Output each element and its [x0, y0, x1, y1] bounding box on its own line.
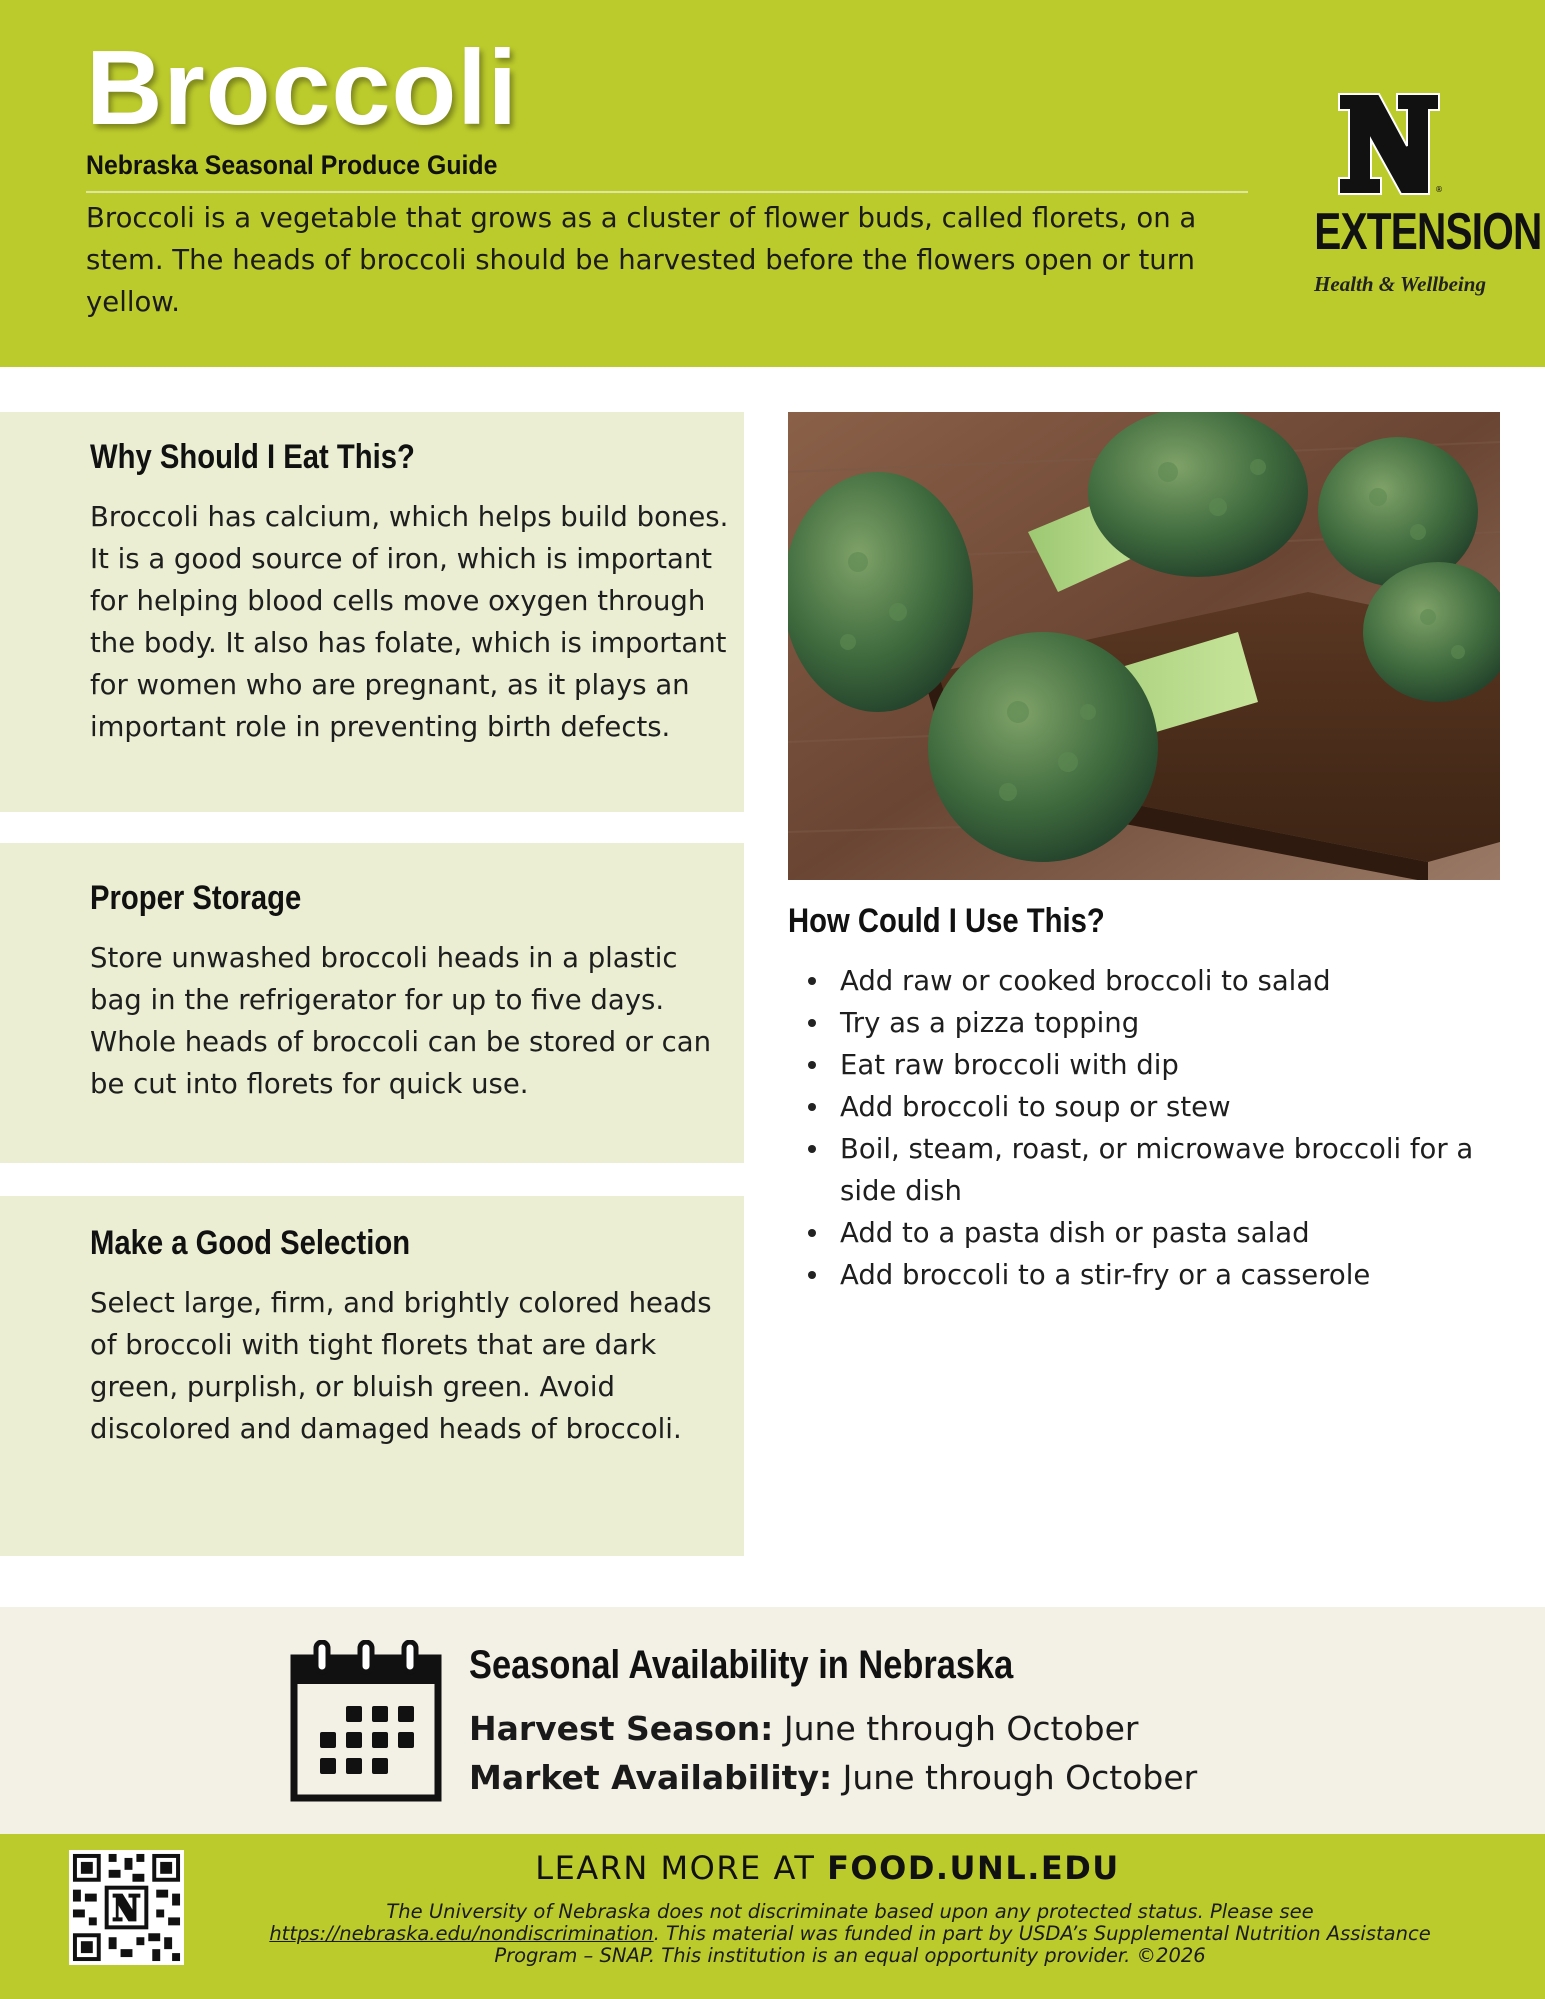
broccoli-illustration	[788, 412, 1500, 880]
list-item: Add broccoli to a stir-fry or a casserole	[790, 1254, 1510, 1296]
disclaimer-part-2: . This material was funded in part by USDA’s Supplemental Nutrition Assistance Program – SNAP. This institution is an equal opportunity provider. ©2026	[494, 1922, 1431, 1967]
seasonal-availability-band	[0, 1607, 1545, 1834]
intro-text: Broccoli is a vegetable that grows as a cluster of flower buds, called florets, on a stem. The heads of broccoli should be harvested before the flowers open or turn yellow.	[86, 202, 1197, 318]
harvest-value: June through October	[773, 1709, 1139, 1748]
disclaimer-text	[250, 1901, 1450, 1967]
broccoli-photo	[788, 412, 1500, 880]
calendar-icon	[290, 1640, 442, 1802]
header-divider	[86, 191, 1248, 193]
list-item: Add to a pasta dish or pasta salad	[790, 1212, 1510, 1254]
extension-logo	[1290, 90, 1542, 310]
market-value: June through October	[832, 1758, 1198, 1797]
list-item: Eat raw broccoli with dip	[790, 1044, 1510, 1086]
nondiscrimination-link[interactable]: https://nebraska.edu/nondiscrimination	[269, 1922, 654, 1945]
season-heading: Seasonal Availability in Nebraska	[469, 1643, 1014, 1687]
storage-heading: Proper Storage	[90, 879, 302, 917]
n-logo-icon	[1335, 90, 1443, 198]
page-title: Broccoli	[86, 29, 519, 147]
market-availability-row	[469, 1758, 1197, 1797]
market-label: Market Availability:	[469, 1758, 833, 1797]
disclaimer-part-1: The University of Nebraska does not discriminate based upon any protected status. Please see	[386, 1900, 1314, 1923]
svg-text:®: ®	[1435, 185, 1443, 194]
list-item: Boil, steam, roast, or microwave broccoli for a side dish	[790, 1128, 1510, 1212]
why-panel	[0, 412, 744, 812]
learn-more-line	[0, 1849, 1545, 1887]
header-banner	[0, 0, 1545, 367]
selection-panel	[0, 1196, 744, 1556]
learn-prefix: LEARN MORE AT	[535, 1849, 828, 1887]
logo-name: EXTENSION	[1314, 203, 1542, 261]
page-subtitle: Nebraska Seasonal Produce Guide	[86, 150, 498, 180]
storage-panel	[0, 843, 744, 1163]
harvest-label: Harvest Season:	[469, 1709, 774, 1748]
harvest-season-row	[469, 1709, 1138, 1748]
learn-site-link[interactable]: FOOD.UNL.EDU	[827, 1849, 1120, 1887]
list-item: Try as a pizza topping	[790, 1002, 1510, 1044]
selection-body: Select large, firm, and brightly colored heads of broccoli with tight florets that are dark green, purplish, or bluish green. Avoid discolored and damaged heads of broccoli.	[90, 1287, 712, 1445]
list-item: Add broccoli to soup or stew	[790, 1086, 1510, 1128]
uses-list	[790, 960, 1510, 1296]
storage-body: Store unwashed broccoli heads in a plastic bag in the refrigerator for up to five days. Whole heads of broccoli can be stored or can be cut into florets for quick use.	[90, 942, 712, 1100]
list-item: Add raw or cooked broccoli to salad	[790, 960, 1510, 1002]
why-heading: Why Should I Eat This?	[90, 438, 415, 476]
footer	[0, 1834, 1545, 1999]
logo-tagline: Health & Wellbeing	[1314, 272, 1486, 296]
uses-heading: How Could I Use This?	[788, 902, 1105, 940]
selection-heading: Make a Good Selection	[90, 1224, 411, 1262]
why-body: Broccoli has calcium, which helps build bones. It is a good source of iron, which is important for helping blood cells move oxygen through the body. It also has folate, which is important for women who are pregnant, as it plays an important role in preventing birth defects.	[90, 501, 729, 743]
